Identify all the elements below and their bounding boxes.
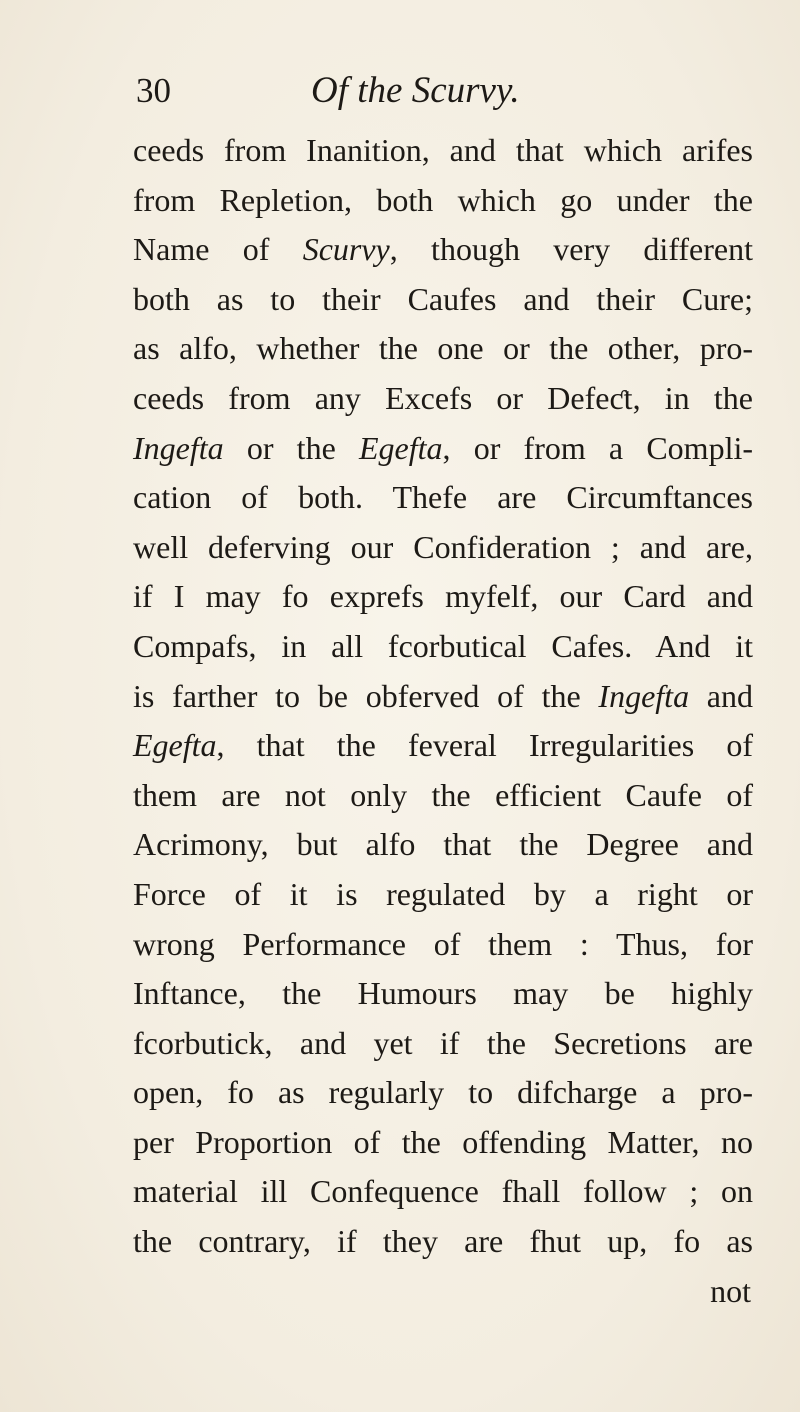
text-line	[133, 1217, 753, 1267]
text-run: and	[689, 677, 754, 714]
text-run: per Proportion of the offending Matter, no	[133, 1123, 753, 1160]
text-line	[133, 572, 753, 622]
text-run: as alfo, whether the one or the other, pro-	[133, 330, 753, 367]
text-line	[133, 1167, 753, 1217]
text-run: Inftance, the Humours may be highly	[133, 975, 753, 1012]
text-run: , or from a Compli-	[442, 429, 754, 466]
italic-word: Ingefta	[598, 677, 690, 714]
text-run: fcorbutick, and yet if the Secretions are	[133, 1024, 753, 1061]
page-header	[136, 66, 696, 116]
italic-word: Scurvy	[302, 231, 390, 268]
text-run: ceeds from Inanition, and that which arifes	[133, 132, 753, 168]
text-line	[133, 820, 753, 870]
text-line	[133, 275, 753, 325]
text-line	[133, 672, 753, 722]
italic-word: Ingefta	[133, 429, 224, 466]
text-run: open, fo as regularly to difcharge a pro-	[133, 1074, 753, 1111]
text-run: Force of it is regulated by a right or	[133, 875, 753, 912]
text-line	[133, 1118, 753, 1168]
text-run: Name of	[133, 231, 303, 268]
text-run: Acrimony, but alfo that the Degree and	[133, 826, 753, 863]
text-line	[133, 1019, 753, 1069]
text-line	[133, 721, 753, 771]
text-line	[133, 523, 753, 573]
text-run: is farther to be obferved of the	[133, 677, 599, 714]
text-line	[133, 771, 753, 821]
text-line	[133, 324, 753, 374]
text-run: cation of both. Thefe are Circumftances	[133, 479, 753, 516]
body-text	[133, 126, 753, 1316]
page-number: 30	[136, 71, 171, 110]
text-run: both as to their Caufes and their Cure;	[133, 280, 753, 317]
text-run: , that the feveral Irregularities of	[216, 727, 753, 764]
text-run: Compafs, in all fcorbutical Cafes. And it	[133, 627, 753, 664]
text-run: the contrary, if they are fhut up, fo as	[133, 1223, 753, 1260]
text-run: them are not only the efficient Caufe of	[133, 776, 753, 813]
text-line	[133, 1068, 753, 1118]
text-line	[133, 969, 753, 1019]
italic-word: Egefta	[133, 727, 217, 764]
text-run: well deferving our Confideration ; and are,	[133, 528, 753, 565]
text-line	[133, 126, 753, 176]
text-run: wrong Performance of them : Thus, for	[133, 925, 753, 962]
text-run: from Repletion, both which go under the	[133, 181, 753, 218]
text-line	[133, 176, 753, 226]
text-line	[133, 622, 753, 672]
text-run: if I may fo exprefs myfelf, our Card and	[133, 578, 753, 615]
text-run: ceeds from any Excefs or Defeƈt, in the	[133, 379, 753, 416]
text-line	[133, 473, 753, 523]
text-line	[133, 225, 753, 275]
text-line	[133, 424, 753, 474]
text-line	[133, 374, 753, 424]
text-run: , though very different	[389, 231, 754, 268]
running-head: Of the Scurvy.	[311, 70, 520, 111]
text-run: material ill Confequence fhall follow ; on	[133, 1173, 753, 1210]
catchword: not	[710, 1272, 751, 1309]
text-line	[133, 870, 753, 920]
text-run: or the	[223, 429, 359, 466]
text-line	[133, 920, 753, 970]
italic-word: Egefta	[358, 429, 443, 466]
